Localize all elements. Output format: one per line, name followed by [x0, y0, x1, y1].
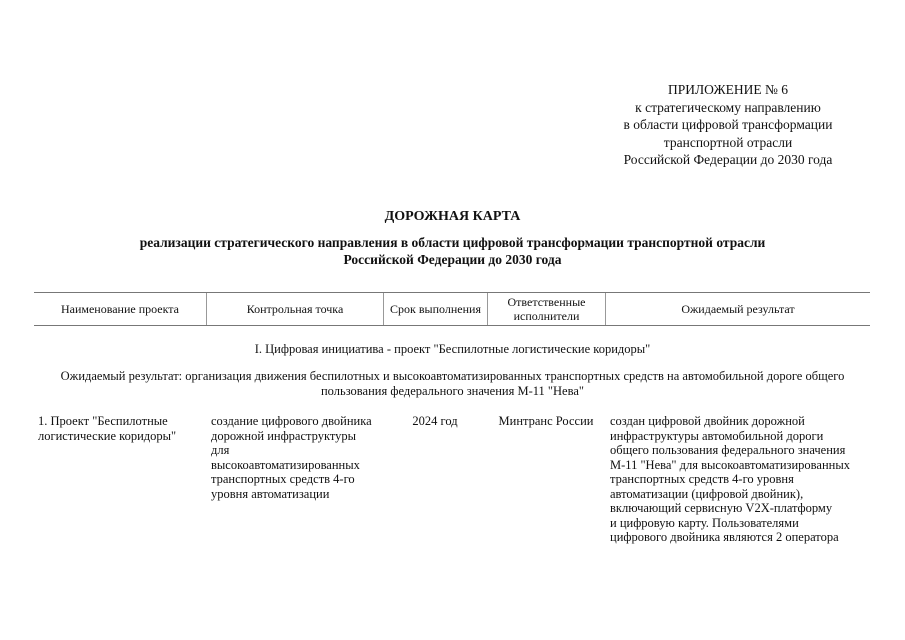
annex-line: транспортной отрасли [663, 134, 793, 150]
cell-line: для [211, 443, 230, 457]
cell-line: 1. Проект "Беспилотные [38, 414, 168, 428]
cell-line: инфраструктуры автомобильной дороги [610, 428, 824, 443]
expected-result-line: Ожидаемый результат: организация движения беспилотных и высокоавтоматизированных транспортных средств на автомобильной дороге общего [60, 369, 845, 383]
cell-line: транспортных средств 4-го уровня [610, 472, 794, 486]
header-expected-result: Ожидаемый результат [605, 293, 870, 325]
cell-project [38, 414, 203, 443]
cell-deadline: 2024 год [412, 414, 458, 428]
annex-line: Российской Федерации до 2030 года [623, 152, 833, 167]
annex-line: в области цифровой трансформации [623, 117, 833, 132]
section-title: I. Цифровая инициатива - проект "Беспилотные логистические коридоры" [254, 342, 651, 356]
table-header [34, 292, 870, 326]
expected-result-line: пользования федерального значения М-11 "Нева" [320, 384, 584, 398]
header-responsible: Ответственные исполнители [487, 293, 605, 325]
cell-line: дорожной инфраструктуры [211, 428, 357, 443]
document-title: ДОРОЖНАЯ КАРТА [384, 209, 521, 224]
annex-line: к стратегическому направлению [635, 99, 821, 115]
cell-responsible: Минтранс России [498, 414, 594, 428]
cell-line: уровня автоматизации [211, 486, 330, 501]
cell-line: М-11 "Нева" для высокоавтоматизированных [610, 457, 850, 472]
document-subtitle [0, 234, 905, 268]
cell-line: высокоавтоматизированных [211, 457, 360, 472]
header-deadline: Срок выполнения [383, 293, 487, 325]
cell-checkpoint [211, 414, 383, 501]
cell-line: общего пользования федерального значения [610, 443, 846, 457]
subtitle-line: реализации стратегического направления в области цифровой трансформации транспортной отрасли [139, 235, 766, 250]
cell-line: транспортных средств 4-го [211, 472, 355, 486]
cell-line: цифрового двойника являются 2 оператора [610, 530, 839, 544]
annex-header [598, 81, 858, 169]
cell-line: и цифровую карту. Пользователями [610, 515, 799, 530]
cell-line: создание цифрового двойника [211, 414, 372, 428]
cell-line: включающий сервисную V2X-платформу [610, 501, 833, 515]
subtitle-line: Российской Федерации до 2030 года [343, 252, 562, 267]
annex-line: ПРИЛОЖЕНИЕ № 6 [667, 82, 789, 97]
cell-line: логистические коридоры" [38, 428, 177, 443]
header-project-name: Наименование проекта [60, 302, 180, 316]
cell-line: автоматизации (цифровой двойник), [610, 486, 804, 501]
cell-line: создан цифровой двойник дорожной [610, 414, 805, 428]
expected-result-summary [40, 369, 865, 399]
header-checkpoint: Контрольная точка [206, 293, 383, 325]
cell-result [610, 414, 868, 545]
